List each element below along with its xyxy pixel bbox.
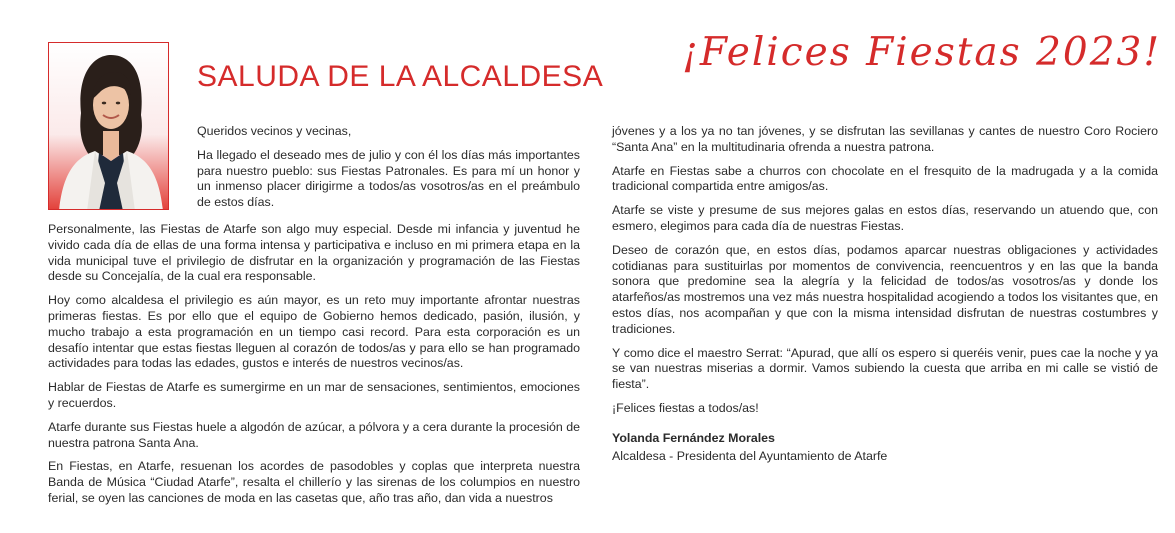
right-column bbox=[612, 124, 1158, 472]
paragraph: Deseo de corazón que, en estos días, podamos aparcar nuestras obligaciones y actividades cotidianas para sustituirlas por momentos de convivencia, reencuentros y en las que la banda sonora que predomine sea la alegría y la felicidad de todos/as vosotros/as y donde los atarfeños/as mostremos una vez más nuestra hospitalidad acogiendo a todos los visitantes que, en estos días, nos acompañan y que con la misma intensidad disfrutan de nuestras costumbres y tradiciones. bbox=[612, 242, 1158, 336]
paragraph: En Fiestas, en Atarfe, resuenan los acordes de pasodobles y coplas que interpreta nuestra Banda de Música “Ciudad Atarfe”, resalta el chillerío y las sirenas de los columpios en nuestro ferial, se oyen las canciones de moda en las casetas que, año tras año, dan vida a nuestros bbox=[48, 459, 580, 505]
paragraph: Atarfe durante sus Fiestas huele a algodón de azúcar, a pólvora y a cera durante la procesión de nuestra patrona Santa Ana. bbox=[48, 419, 580, 450]
paragraph: Hablar de Fiestas de Atarfe es sumergirme en un mar de sensaciones, sentimientos, emociones y recuerdos. bbox=[48, 380, 580, 410]
festive-script-title: ¡Felices Fiestas 2023! bbox=[682, 30, 1161, 75]
paragraph: Atarfe en Fiestas sabe a churros con chocolate en el fresquito de la madrugada y a la comida tradicional compartida entre amigos/as. bbox=[612, 163, 1158, 194]
paragraph: Hoy como alcaldesa el privilegio es aún mayor, es un reto muy importante afrontar nuestras primeras fiestas. Es por ello que el equipo de Gobierno hemos dedicado, pasión, ilusión, y mucho trabajo a esta programación en un tiempo casi record. Para esta corporación es un desafío intentar que estas fiestas lleguen al corazón de todos/as y para ello se han programado actividades para todas las edades, gustos e interés de nuestros vecinos/as. bbox=[48, 293, 580, 371]
mayor-portrait-photo bbox=[48, 42, 169, 210]
greeting: Queridos vecinos y vecinas, bbox=[197, 124, 352, 138]
portrait-icon bbox=[49, 43, 169, 210]
signature-name: Yolanda Fernández Morales bbox=[612, 430, 775, 445]
signature-role: Alcaldesa - Presidenta del Ayuntamiento de Atarfe bbox=[612, 448, 888, 463]
paragraph: Atarfe se viste y presume de sus mejores galas en estos días, reservando un atuendo que, con esmero, elegimos para cada día de nuestras Fiestas. bbox=[612, 203, 1158, 233]
paragraph: Personalmente, las Fiestas de Atarfe son algo muy especial. Desde mi infancia y juventud he vivido cada día de ellas de una forma intensa y participativa e incluso en mi primera etapa en la vida municipal tuve el privilegio de disfrutar en la organización y programación de las Fiestas desde su Concejalía, de la cual era responsable. bbox=[48, 222, 580, 284]
closing-line: ¡Felices fiestas a todos/as! bbox=[612, 400, 759, 415]
intro-block bbox=[197, 124, 580, 219]
left-column bbox=[48, 222, 580, 515]
paragraph: Y como dice el maestro Serrat: “Apurad, que allí os espero si queréis venir, pues cae la noche y ya se van nuestras miserias a dormir. Vamos subiendo la cuesta que arriba en mi calle se vistió de fiesta”. bbox=[612, 345, 1158, 392]
intro-paragraph: Ha llegado el deseado mes de julio y con él los días más importantes para nuestro pueblo: sus Fiestas Patronales. Es para mí un honor y un inmenso placer dirigirme a todos/as vosotros/as en el preámbulo de estos días. bbox=[197, 147, 580, 210]
page-title: SALUDA DE LA ALCALDESA bbox=[197, 60, 604, 93]
paragraph: jóvenes y a los ya no tan jóvenes, y se disfrutan las sevillanas y cantes de nuestro Coro Rociero “Santa Ana” en la multitudinaria ofrenda a nuestra patrona. bbox=[612, 124, 1158, 154]
